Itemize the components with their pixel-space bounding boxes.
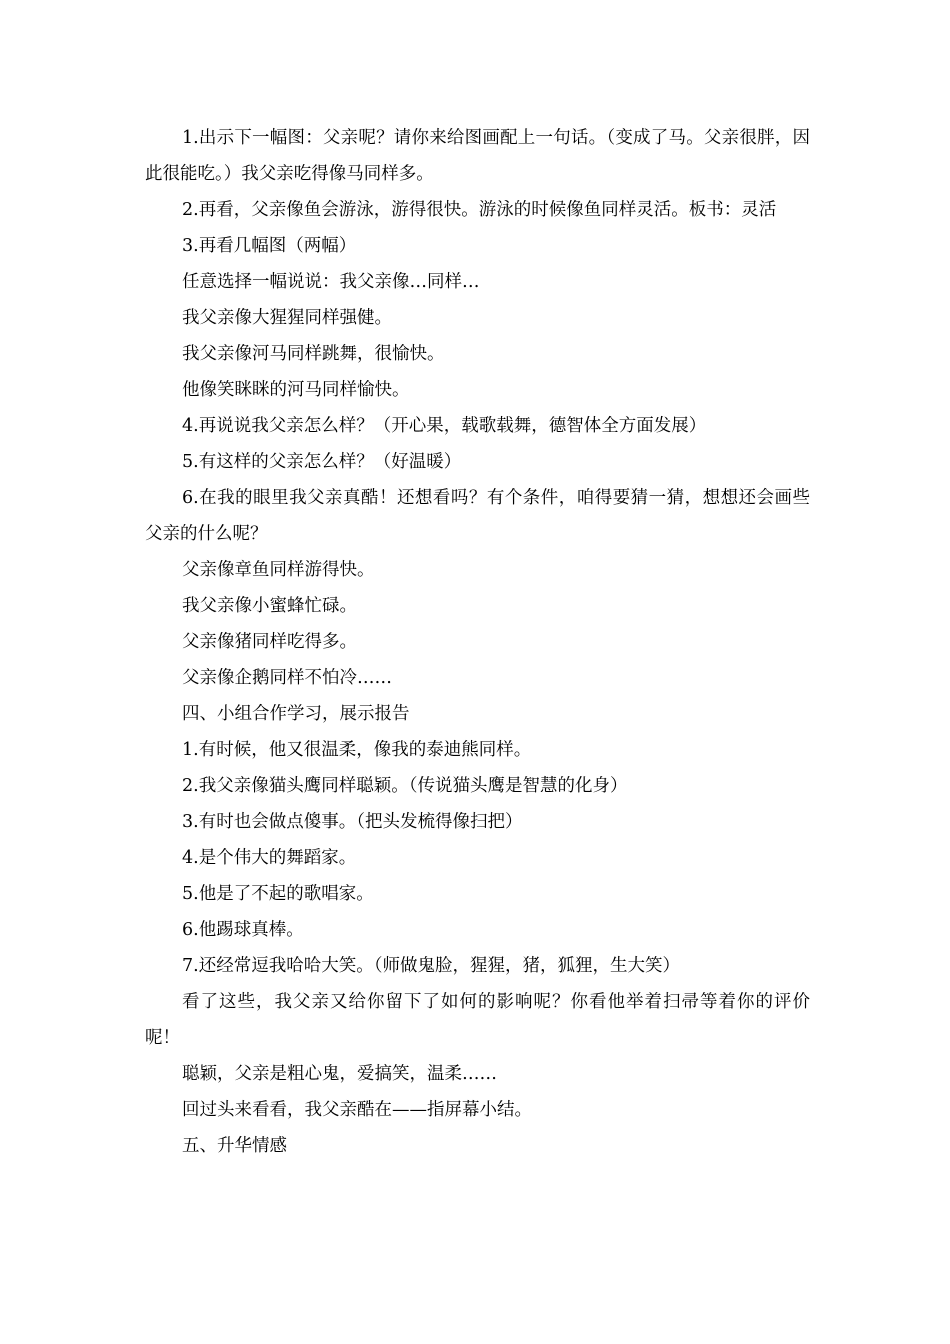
paragraph: 看了这些，我父亲又给你留下了如何的影响呢？你看他举着扫帚等着你的评价呢！ [145, 992, 810, 1048]
paragraph: 我父亲像大猩猩同样强健。 [182, 308, 392, 328]
paragraph: 5.有这样的父亲怎么样？（好温暖） [182, 452, 462, 472]
paragraph: 父亲像企鹅同样不怕冷…… [182, 668, 392, 688]
paragraph: 1.出示下一幅图：父亲呢？请你来给图画配上一句话。（变成了马。父亲很胖，因此很能吃。）我父亲吃得像马同样多。 [145, 128, 810, 184]
paragraph: 他像笑眯眯的河马同样愉快。 [182, 380, 410, 400]
paragraph: 2.我父亲像猫头鹰同样聪颖。（传说猫头鹰是智慧的化身） [182, 776, 628, 796]
paragraph: 4.是个伟大的舞蹈家。 [182, 848, 357, 868]
paragraph: 3.有时也会做点傻事。（把头发梳得像扫把） [182, 812, 523, 832]
paragraph: 聪颖，父亲是粗心鬼，爱搞笑，温柔…… [182, 1064, 497, 1084]
paragraph: 回过头来看看，我父亲酷在——指屏幕小结。 [182, 1100, 532, 1120]
section-heading: 五、升华情感 [182, 1136, 287, 1156]
section-heading: 四、小组合作学习，展示报告 [182, 704, 410, 724]
paragraph: 2.再看，父亲像鱼会游泳，游得很快。游泳的时候像鱼同样灵活。板书：灵活 [182, 200, 777, 220]
paragraph: 1.有时候，他又很温柔，像我的泰迪熊同样。 [182, 740, 532, 760]
paragraph: 7.还经常逗我哈哈大笑。（师做鬼脸，猩猩，猪，狐狸，生大笑） [182, 956, 680, 976]
paragraph: 任意选择一幅说说：我父亲像…同样… [182, 272, 480, 292]
paragraph: 3.再看几幅图（两幅） [182, 236, 357, 256]
paragraph: 我父亲像河马同样跳舞，很愉快。 [182, 344, 445, 364]
document-body [145, 120, 810, 1164]
paragraph: 我父亲像小蜜蜂忙碌。 [182, 596, 357, 616]
paragraph: 6.在我的眼里我父亲真酷！还想看吗？有个条件，咱得要猜一猜，想想还会画些父亲的什么呢？ [145, 488, 810, 544]
paragraph: 父亲像猪同样吃得多。 [182, 632, 357, 652]
paragraph: 6.他踢球真棒。 [182, 920, 304, 940]
paragraph: 4.再说说我父亲怎么样？（开心果，载歌载舞，德智体全方面发展） [182, 416, 707, 436]
paragraph: 5.他是了不起的歌唱家。 [182, 884, 374, 904]
paragraph: 父亲像章鱼同样游得快。 [182, 560, 375, 580]
